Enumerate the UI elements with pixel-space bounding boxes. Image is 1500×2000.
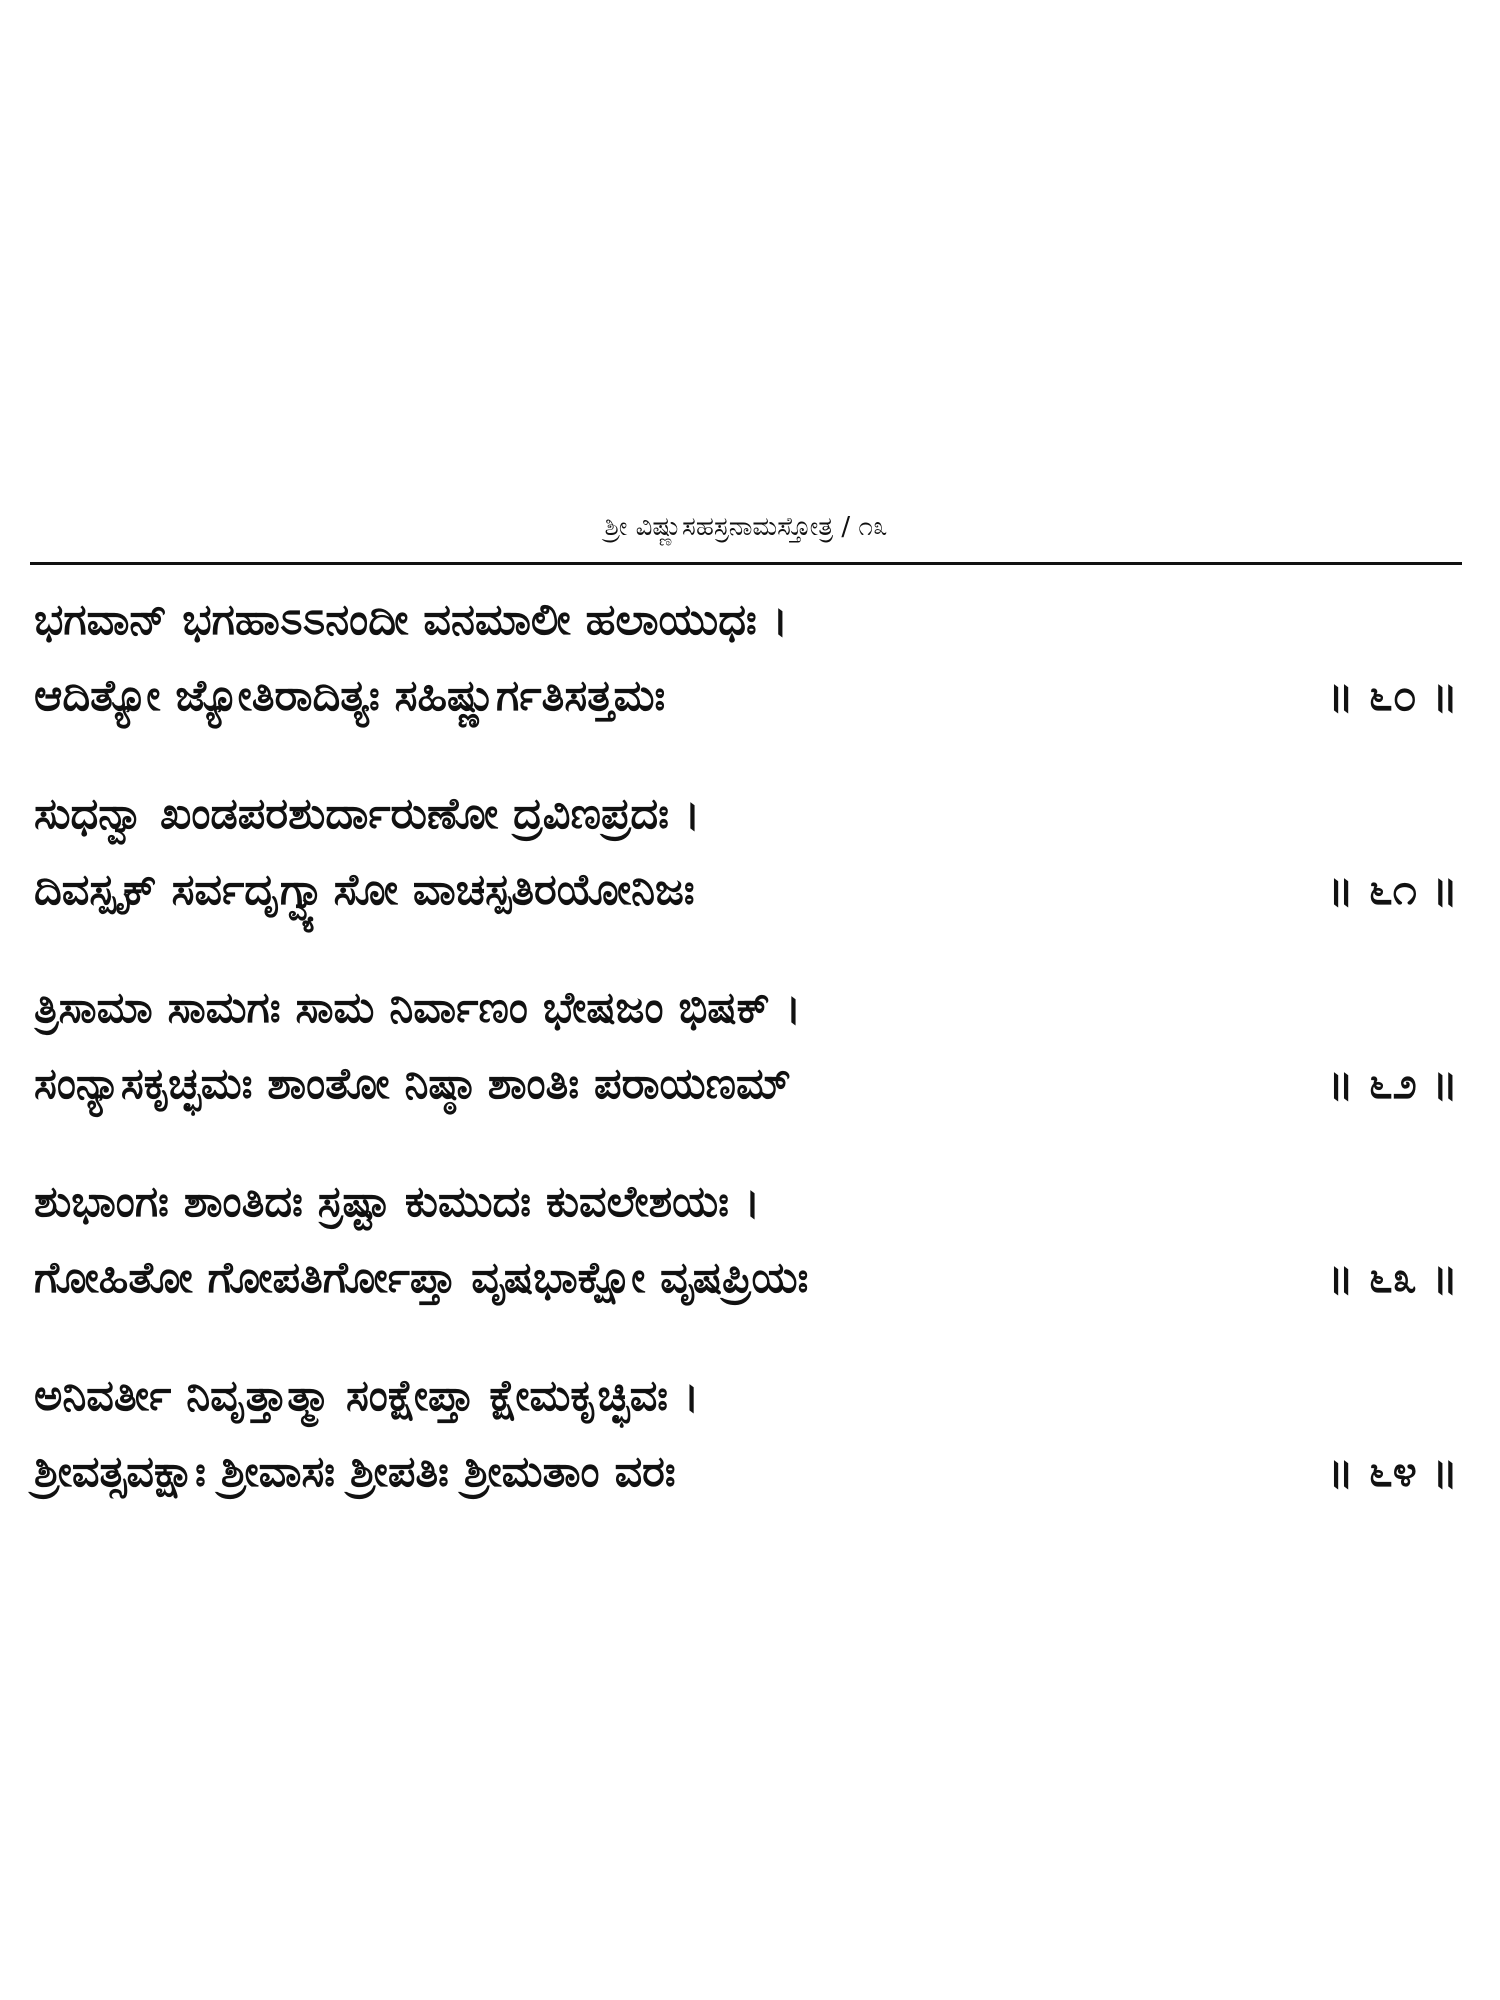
verse-text: ಶ್ರೀವತ್ಸವಕ್ಷಾಃ ಶ್ರೀವಾಸಃ ಶ್ರೀಪತಿಃ ಶ್ರೀಮತಾಂ ವರಃ — [34, 1447, 676, 1497]
verse-number: ॥ ೬೦ ॥ — [1327, 671, 1458, 721]
verse-number: ॥ ೬೪ ॥ — [1327, 1447, 1458, 1497]
verse-text: ದಿವಸ್ಪೃಕ್ ಸರ್ವದೃಗ್ವ್ಯಾಸೋ ವಾಚಸ್ಪತಿರಯೋನಿಜಃ — [34, 865, 695, 915]
verse-61 — [34, 776, 1458, 928]
verse-text: ಸಂನ್ಯಾಸಕೃಚ್ಛಮಃ ಶಾಂತೋ ನಿಷ್ಠಾ ಶಾಂತಿಃ ಪರಾಯಣಮ್ — [34, 1059, 791, 1109]
verse-line — [34, 1240, 1458, 1316]
verse-text: ಆದಿತ್ಯೋ ಜ್ಯೋತಿರಾದಿತ್ಯಃ ಸಹಿಷ್ಣುರ್ಗತಿಸತ್ತಮಃ — [34, 671, 666, 721]
verse-line: ಸುಧನ್ವಾ ಖಂಡಪರಶುರ್ದಾರುಣೋ ದ್ರವಿಣಪ್ರದಃ । — [34, 789, 701, 839]
verses-block — [34, 582, 1458, 1552]
verse-64 — [34, 1358, 1458, 1510]
verse-60 — [34, 582, 1458, 734]
verse-line — [34, 1434, 1458, 1510]
verse-number: ॥ ೬೩ ॥ — [1327, 1253, 1458, 1303]
verse-text: ಗೋಹಿತೋ ಗೋಪತಿರ್ಗೋಪ್ತಾ ವೃಷಭಾಕ್ಷೋ ವೃಷಪ್ರಿಯಃ — [34, 1253, 809, 1303]
verse-line: ಭಗವಾನ್ ಭಗಹಾಽಽನಂದೀ ವನಮಾಲೀ ಹಲಾಯುಧಃ । — [34, 595, 789, 645]
verse-63 — [34, 1164, 1458, 1316]
verse-line: ಅನಿವರ್ತೀ ನಿವೃತ್ತಾತ್ಮಾ ಸಂಕ್ಷೇಪ್ತಾ ಕ್ಷೇಮಕೃಚ್ಛಿವಃ । — [34, 1371, 700, 1421]
verse-line: ಶುಭಾಂಗಃ ಶಾಂತಿದಃ ಸ್ರಷ್ಟಾ ಕುಮುದಃ ಕುವಲೇಶಯಃ । — [34, 1177, 761, 1227]
verse-62 — [34, 970, 1458, 1122]
page-header: ಶ್ರೀ ವಿಷ್ಣುಸಹಸ್ರನಾಮಸ್ತೋತ್ರ / ೧೩ — [604, 512, 888, 542]
verse-line — [34, 1046, 1458, 1122]
verse-line — [34, 852, 1458, 928]
header-rule — [30, 562, 1462, 565]
verse-number: ॥ ೬೨ ॥ — [1327, 1059, 1458, 1109]
verse-number: ॥ ೬೧ ॥ — [1327, 865, 1458, 915]
verse-line — [34, 658, 1458, 734]
verse-line: ತ್ರಿಸಾಮಾ ಸಾಮಗಃ ಸಾಮ ನಿರ್ವಾಣಂ ಭೇಷಜಂ ಭಿಷಕ್ । — [34, 983, 802, 1033]
